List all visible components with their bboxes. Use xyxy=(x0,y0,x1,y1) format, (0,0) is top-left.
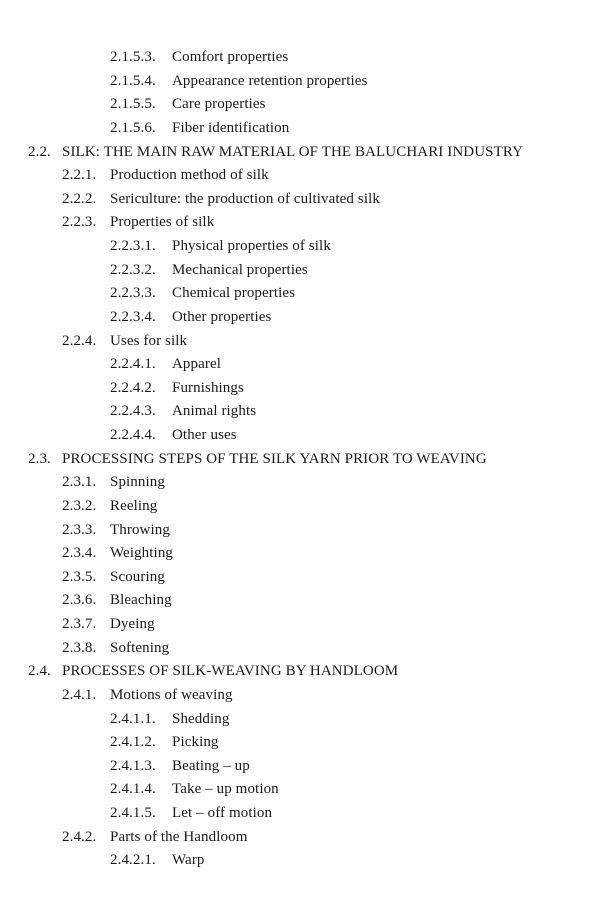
toc-entry-number: 2.4.1.1. xyxy=(110,710,156,727)
toc-entry-title: Properties of silk xyxy=(110,214,215,231)
toc-entry-level-2 xyxy=(0,613,600,637)
toc-entry-number: 2.4.1.4. xyxy=(110,781,156,798)
toc-entry-level-2 xyxy=(0,566,600,590)
toc-entry-title: Spinning xyxy=(110,474,165,491)
toc-entry-title: Bleaching xyxy=(110,592,172,609)
toc-entry-level-2 xyxy=(0,495,600,519)
toc-entry-title: Dyeing xyxy=(110,616,155,632)
toc-entry-title: Production method of silk xyxy=(110,167,269,184)
toc-entry-number: 2.3.5. xyxy=(62,568,97,585)
toc-entry-number: 2.2.4.4. xyxy=(110,427,156,443)
toc-entry-level-3 xyxy=(0,70,600,94)
toc-entry-level-2 xyxy=(0,211,600,235)
table-of-contents xyxy=(0,46,600,873)
toc-entry-number: 2.2.4.1. xyxy=(110,356,156,373)
toc-entry-number: 2.4.2.1. xyxy=(110,852,156,869)
toc-entry-level-1 xyxy=(0,141,600,165)
toc-entry-level-2 xyxy=(0,589,600,613)
toc-entry-number: 2.4.2. xyxy=(62,828,97,845)
toc-entry-title: Apparel xyxy=(172,356,222,373)
toc-entry-level-2 xyxy=(0,684,600,708)
toc-entry-number: 2.2.3. xyxy=(62,214,97,231)
toc-entry-title: Furnishings xyxy=(172,379,244,396)
toc-entry-title: Parts of the Handloom xyxy=(110,828,248,845)
toc-entry-level-2 xyxy=(0,826,600,850)
toc-entry-number: 2.2.2. xyxy=(62,190,97,207)
toc-entry-title: Softening xyxy=(110,639,170,656)
toc-entry-number: 2.3. xyxy=(28,450,51,467)
toc-entry-title: Let – off motion xyxy=(172,805,273,821)
toc-entry-level-3 xyxy=(0,93,600,117)
toc-entry-title: Beating – up xyxy=(172,757,250,774)
toc-entry-title: Sericulture: the production of cultivated silk xyxy=(110,190,380,207)
toc-entry-level-2 xyxy=(0,471,600,495)
toc-entry-level-3 xyxy=(0,778,600,802)
toc-entry-level-3 xyxy=(0,731,600,755)
toc-entry-number: 2.3.7. xyxy=(62,616,97,632)
toc-entry-number: 2.3.4. xyxy=(62,545,97,562)
toc-entry-level-2 xyxy=(0,330,600,354)
toc-entry-level-3 xyxy=(0,46,600,70)
toc-entry-number: 2.4.1.3. xyxy=(110,757,156,774)
toc-entry-level-3 xyxy=(0,306,600,330)
toc-entry-title: Warp xyxy=(172,852,205,869)
toc-entry-level-2 xyxy=(0,164,600,188)
toc-entry-number: 2.4.1.2. xyxy=(110,734,156,751)
toc-entry-number: 2.4. xyxy=(28,663,51,680)
toc-entry-level-2 xyxy=(0,542,600,566)
toc-entry-level-3 xyxy=(0,708,600,732)
toc-entry-level-3 xyxy=(0,377,600,401)
toc-entry-title: Care properties xyxy=(172,96,266,113)
toc-entry-title: Mechanical properties xyxy=(172,261,308,278)
toc-entry-title: Scouring xyxy=(110,568,165,585)
toc-entry-number: 2.2.4.2. xyxy=(110,379,156,396)
toc-entry-level-2 xyxy=(0,637,600,661)
toc-entry-level-3 xyxy=(0,424,600,448)
toc-entry-number: 2.2.3.4. xyxy=(110,308,156,325)
toc-entry-title: Weighting xyxy=(110,545,174,562)
toc-entry-number: 2.1.5.3. xyxy=(110,49,156,65)
toc-entry-title: PROCESSING STEPS OF THE SILK YARN PRIOR TO WEAVING xyxy=(62,450,487,467)
toc-entry-title: Comfort properties xyxy=(172,49,289,65)
toc-entry-title: Reeling xyxy=(110,497,158,514)
toc-entry-number: 2.2.4. xyxy=(62,332,97,349)
toc-entry-title: Animal rights xyxy=(172,403,257,420)
toc-entry-level-3 xyxy=(0,849,600,873)
toc-entry-title: Take – up motion xyxy=(172,781,279,798)
toc-entry-level-1 xyxy=(0,448,600,472)
toc-entry-level-3 xyxy=(0,802,600,826)
toc-entry-level-3 xyxy=(0,282,600,306)
toc-entry-level-3 xyxy=(0,755,600,779)
toc-entry-title: PROCESSES OF SILK-WEAVING BY HANDLOOM xyxy=(62,663,399,680)
toc-entry-level-3 xyxy=(0,353,600,377)
toc-entry-number: 2.1.5.5. xyxy=(110,96,156,113)
toc-entry-number: 2.2. xyxy=(28,143,51,160)
toc-entry-number: 2.1.5.4. xyxy=(110,72,156,89)
toc-entry-title: Picking xyxy=(172,734,219,751)
toc-entry-number: 2.3.2. xyxy=(62,497,97,514)
toc-entry-title: Uses for silk xyxy=(110,332,188,349)
toc-entry-number: 2.3.6. xyxy=(62,592,97,609)
toc-entry-number: 2.4.1. xyxy=(62,686,97,703)
toc-entry-title: Physical properties of silk xyxy=(172,238,331,254)
toc-entry-title: Chemical properties xyxy=(172,285,296,302)
toc-entry-number: 2.2.3.2. xyxy=(110,261,156,278)
toc-entry-title: SILK: THE MAIN RAW MATERIAL OF THE BALUCHARI INDUSTRY xyxy=(62,143,524,160)
toc-entry-level-2 xyxy=(0,188,600,212)
toc-entry-title: Other uses xyxy=(172,427,237,443)
toc-entry-title: Throwing xyxy=(110,521,170,538)
toc-entry-number: 2.3.8. xyxy=(62,639,97,656)
toc-entry-number: 2.1.5.6. xyxy=(110,119,156,136)
toc-entry-number: 2.2.3.3. xyxy=(110,285,156,302)
toc-entry-level-3 xyxy=(0,117,600,141)
toc-entry-number: 2.2.3.1. xyxy=(110,238,156,254)
toc-entry-number: 2.2.1. xyxy=(62,167,97,184)
toc-entry-number: 2.3.1. xyxy=(62,474,97,491)
toc-entry-number: 2.2.4.3. xyxy=(110,403,156,420)
toc-entry-level-1 xyxy=(0,660,600,684)
toc-entry-level-2 xyxy=(0,519,600,543)
toc-entry-level-3 xyxy=(0,259,600,283)
toc-entry-title: Appearance retention properties xyxy=(172,72,368,89)
toc-entry-level-3 xyxy=(0,235,600,259)
toc-entry-level-3 xyxy=(0,400,600,424)
toc-entry-number: 2.4.1.5. xyxy=(110,805,156,821)
toc-entry-number: 2.3.3. xyxy=(62,521,97,538)
toc-entry-title: Fiber identification xyxy=(172,119,290,136)
toc-entry-title: Motions of weaving xyxy=(110,686,233,703)
toc-entry-title: Other properties xyxy=(172,308,272,325)
toc-entry-title: Shedding xyxy=(172,710,230,727)
